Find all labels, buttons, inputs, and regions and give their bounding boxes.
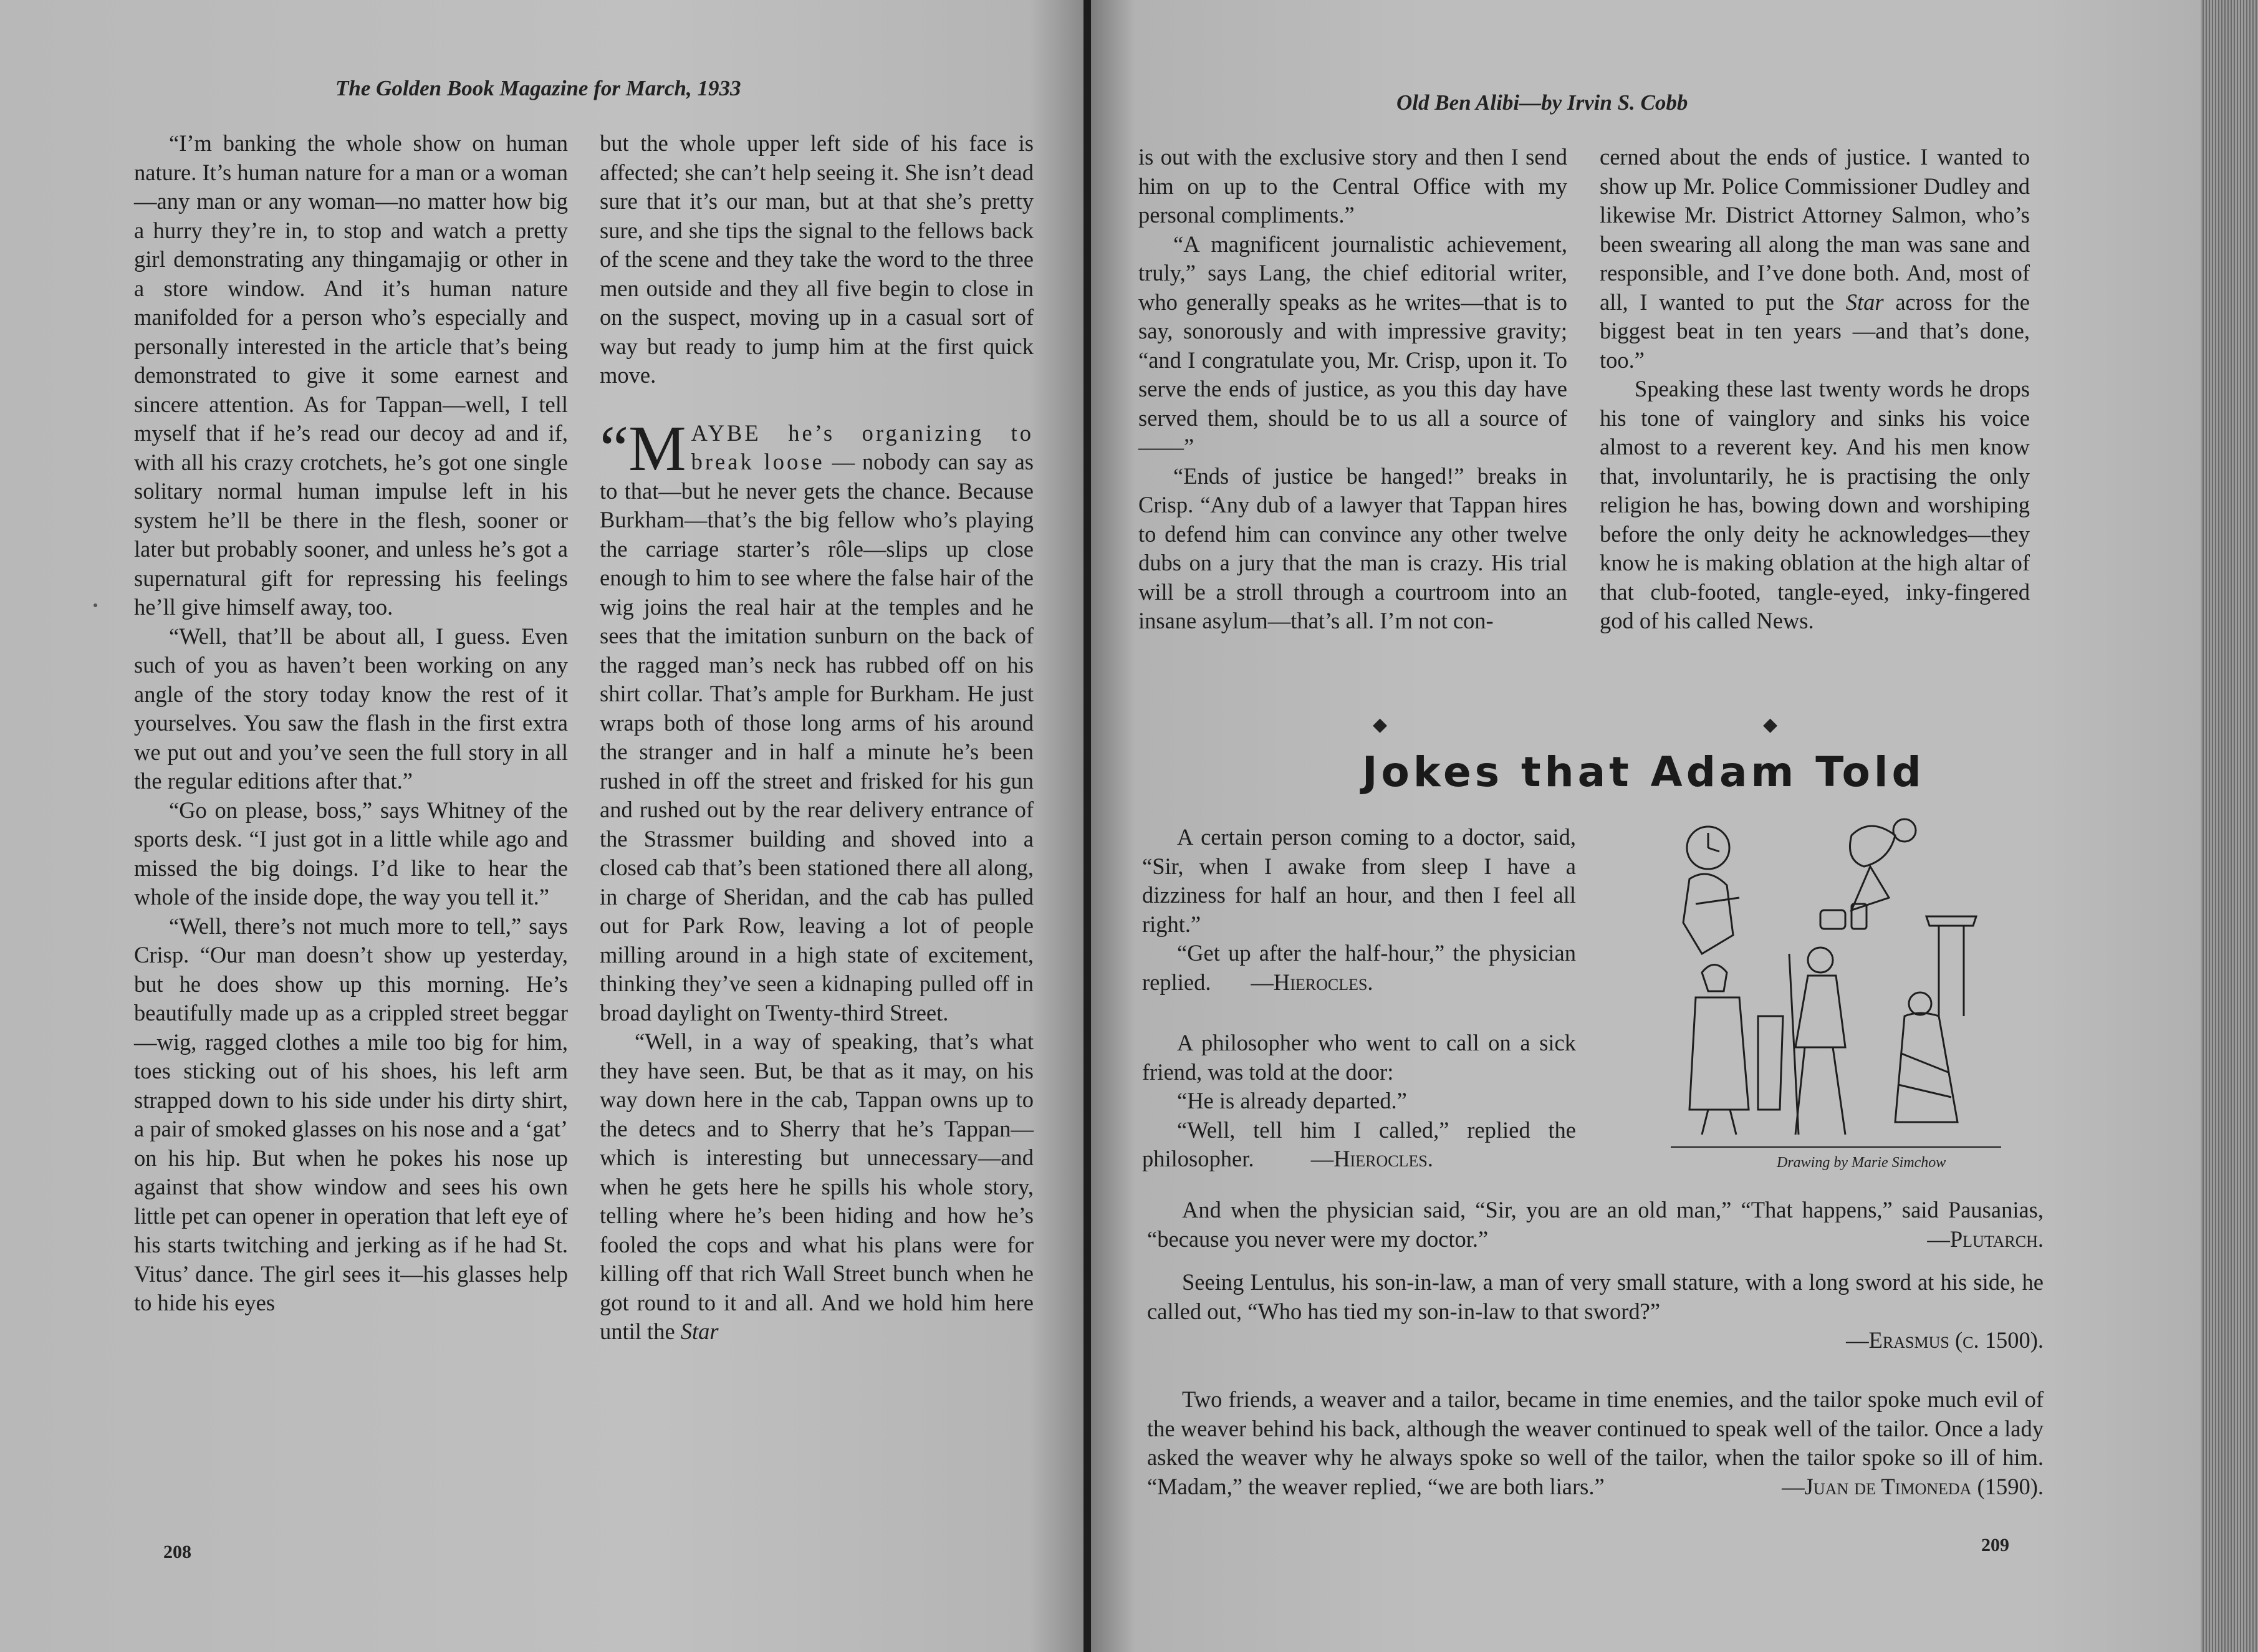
right-column-1: [1138, 143, 1567, 636]
attribution: —Juan de Timoneda (1590).: [1782, 1474, 2044, 1499]
illustration-credit: Drawing by Marie Simchow: [1777, 1155, 1946, 1171]
print-speck: [94, 603, 97, 607]
attribution: —Hierocles.: [1251, 969, 1373, 995]
newspaper-name: Star: [1845, 289, 1884, 315]
running-head-left: The Golden Book Magazine for March, 1933: [335, 76, 741, 100]
paragraph: “A magnificent journalistic achievement, truly,” says Lang, the chief editorial writer, who generally speaks as he writes—that is to say, sonorously and with impressive gravity; “and I congratulate you, Mr. Crisp, upon it. To serve the ends of justice, as you this day have served them, should be to us all a source of——”: [1138, 231, 1567, 459]
ornament-diamond: ◆: [1373, 714, 1388, 735]
attribution: —Hierocles.: [1310, 1146, 1433, 1171]
joke-3: And when the physician said, “Sir, you are an old man,” “That happens,” said Pausanias, “because you never were my doctor.” —Plutarch.: [1147, 1197, 2044, 1252]
paragraph: is out with the exclusive story and then I send him on up to the Central Office with my personal compliments.”: [1138, 144, 1567, 228]
paragraph: “Go on please, boss,” says Whitney of the sports desk. “I just got in a little while ago and missed the big doings. I’d like to hear the whole of the inside dope, the way you tell it.”: [134, 797, 568, 910]
page-number-right: 209: [1981, 1535, 2009, 1555]
illustration-drawing: [1665, 810, 2014, 1160]
newspaper-name: Star: [680, 1318, 719, 1344]
attribution: —Plutarch.: [1927, 1226, 2044, 1252]
book-gutter: [1083, 0, 1091, 1652]
paragraph: but the whole upper left side of his face is affected; she can’t help seeing it. She isn’t dead sure that it’s our man, but at that she’s pretty sure, and she tips the signal to the fellows back of the scene and they take the word to the three men outside and they all five begin to close in on the suspect, moving up in a casual sort of way but ready to jump him at the first quick move.: [600, 130, 1034, 388]
joke-2: A philosopher who went to call on a sick friend, was told at the door: “He is already departed.” “Well, tell him I called,” replied the philosopher. —Hierocles.: [1142, 1030, 1576, 1171]
page-number-left: 208: [163, 1542, 191, 1562]
paragraph-dropcap: “M AYBE he’s organizing to break loose — nobody can say as to that—but he never gets the chance. Because Burkham—that’s the big fellow who’s playing the carriage starter’s rôle—slips up close enough to him to see where the false hair of the wig joins the real hair at the temples and he sees that the imitation sunburn on the back of the ragged man’s neck has rubbed off on his shirt collar. That’s ample for Burkham. He just wraps both of those long arms of his around the stranger and in half a minute he’s been rushed in off the street and frisked for his gun and rushed out by the rear delivery entrance of the Strassmer building and shoved into a closed cab that’s been stationed there all along, in charge of Sheridan, and the cab has pulled out for Park Row, leaving a lot of people milling around in a high state of excitement, thinking they’ve seen a kidnaping pulled off in broad daylight on Twenty-third Street.: [600, 412, 1034, 1025]
paragraph: “Ends of justice be hanged!” breaks in Crisp. “Any dub of a lawyer that Tappan hires to defend him can convince any other twelve dubs on a jury that the man is crazy. His trial will be a stroll through a courtroom into an insane asylum—that’s all. I’m not con-: [1138, 463, 1567, 633]
paragraph: Speaking these last twenty words he drops his tone of vainglory and sinks his voice almost to a reverent key. And his men know that, involuntarily, he is practising the only religion he has, bowing down and worshiping before the only deity he acknowledges—they know he is making oblation at the high altar of that club-footed, tangle-eyed, inky-fingered god of his called News.: [1600, 376, 2030, 633]
paragraph: “Well, in a way of speaking, that’s what they have seen. But, be that as it may, on his way down here in the cab, Tappan owns up to the detecs and to Sherry that he’s Tappan—which is interesting but unnecessary—and when he gets here he spills his whole story, telling where he’s been hiding and how he’s fooled the cops and what his plans were for killing off that rich Wall Street bunch when he got round to it and all. And we hold him here until the Star: [600, 1029, 1034, 1344]
paragraph: “Well, there’s not much more to tell,” says Crisp. “Our man doesn’t show up yesterday, but he does show up this morning. He’s beautifully made up as a crippled street beggar—wig, ragged clothes a mile too big for him, toes sticking out of his shoes, his left arm strapped down to his side under his dirty shirt, a pair of smoked glasses on his nose and a ‘gat’ on his hip. But when he pokes his nose up against that show window and sees his own little pet can opener in operation that left eye of his starts twitching and jerking as if he had St. Vitus’ dance. The girl sees it—his glasses help to hide his eyes: [134, 913, 568, 1315]
right-column-2: [1600, 143, 2030, 636]
left-column-2: [600, 129, 1034, 1347]
paragraph: “Well, that’ll be about all, I guess. Even such of you as haven’t been working on any angle of the story today know the rest of it yourselves. You saw the flash in the first extra we put out and you’ve seen the full story in all the regular editions after that.”: [134, 623, 568, 794]
joke-4: Seeing Lentulus, his son-in-law, a man of very small stature, with a long sword at his side, he called out, “Who has tied my son-in-law to that sword?” —Erasmus (c. 1500).: [1147, 1269, 2044, 1353]
paragraph: cerned about the ends of justice. I wanted to show up Mr. Police Commissioner Dudley and likewise Mr. District Attorney Salmon, who’s been swearing all along the man was sane and responsible, and I’ve done both. And, most of all, I wanted to put the Star across for the biggest beat in ten years —and that’s done, too.”: [1600, 144, 2030, 373]
paragraph: “I’m banking the whole show on human nature. It’s human nature for a man or a woman—any man or any woman—no matter how big a hurry they’re in, to stop and watch a pretty girl demonstrating any thingamajig or other in a store window. And it’s human nature manifolded for a person who’s especially and personally interested in the article that’s being demonstrated to give it some earnest and sincere attention. As for Tappan—well, I tell myself that if he’s read our decoy ad and if, with all his crazy crotchets, he’s got one single solitary normal human impulse left in his system he’ll be there in the flesh, sooner or later but probably sooner, and unless he’s got a supernatural gift for repressing his feelings he’ll give himself away, too.: [134, 130, 568, 620]
ornament-diamond: ◆: [1763, 714, 1778, 735]
left-page: [0, 0, 1083, 1652]
joke-5: Two friends, a weaver and a tailor, became in time enemies, and the tailor spoke much evil of the weaver behind his back, although the weaver continued to speak well of the tailor. Once a lady asked the weaver why he always spoke so well of the tailor, when the tailor spoke so ill of him. “Madam,” the weaver replied, “we are both liars.” —Juan de Timoneda (1590).: [1147, 1386, 2044, 1499]
attribution: —Erasmus (c. 1500).: [1846, 1327, 2044, 1353]
section-title: Jokes that Adam Told: [1362, 748, 1925, 796]
book-page-edges: [2201, 0, 2258, 1652]
dropcap: “M: [600, 412, 686, 484]
running-head-right: Old Ben Alibi—by Irvin S. Cobb: [1396, 90, 1688, 115]
joke-1: A certain person coming to a doctor, said, “Sir, when I awake from sleep I have a dizziness for half an hour, and then I feel all right.” “Get up after the half-hour,” the physician replied. —Hierocles.: [1142, 824, 1576, 995]
left-column-1: [134, 129, 568, 1318]
lead-in: AYBE he’s organizing to break loose: [691, 420, 1034, 474]
